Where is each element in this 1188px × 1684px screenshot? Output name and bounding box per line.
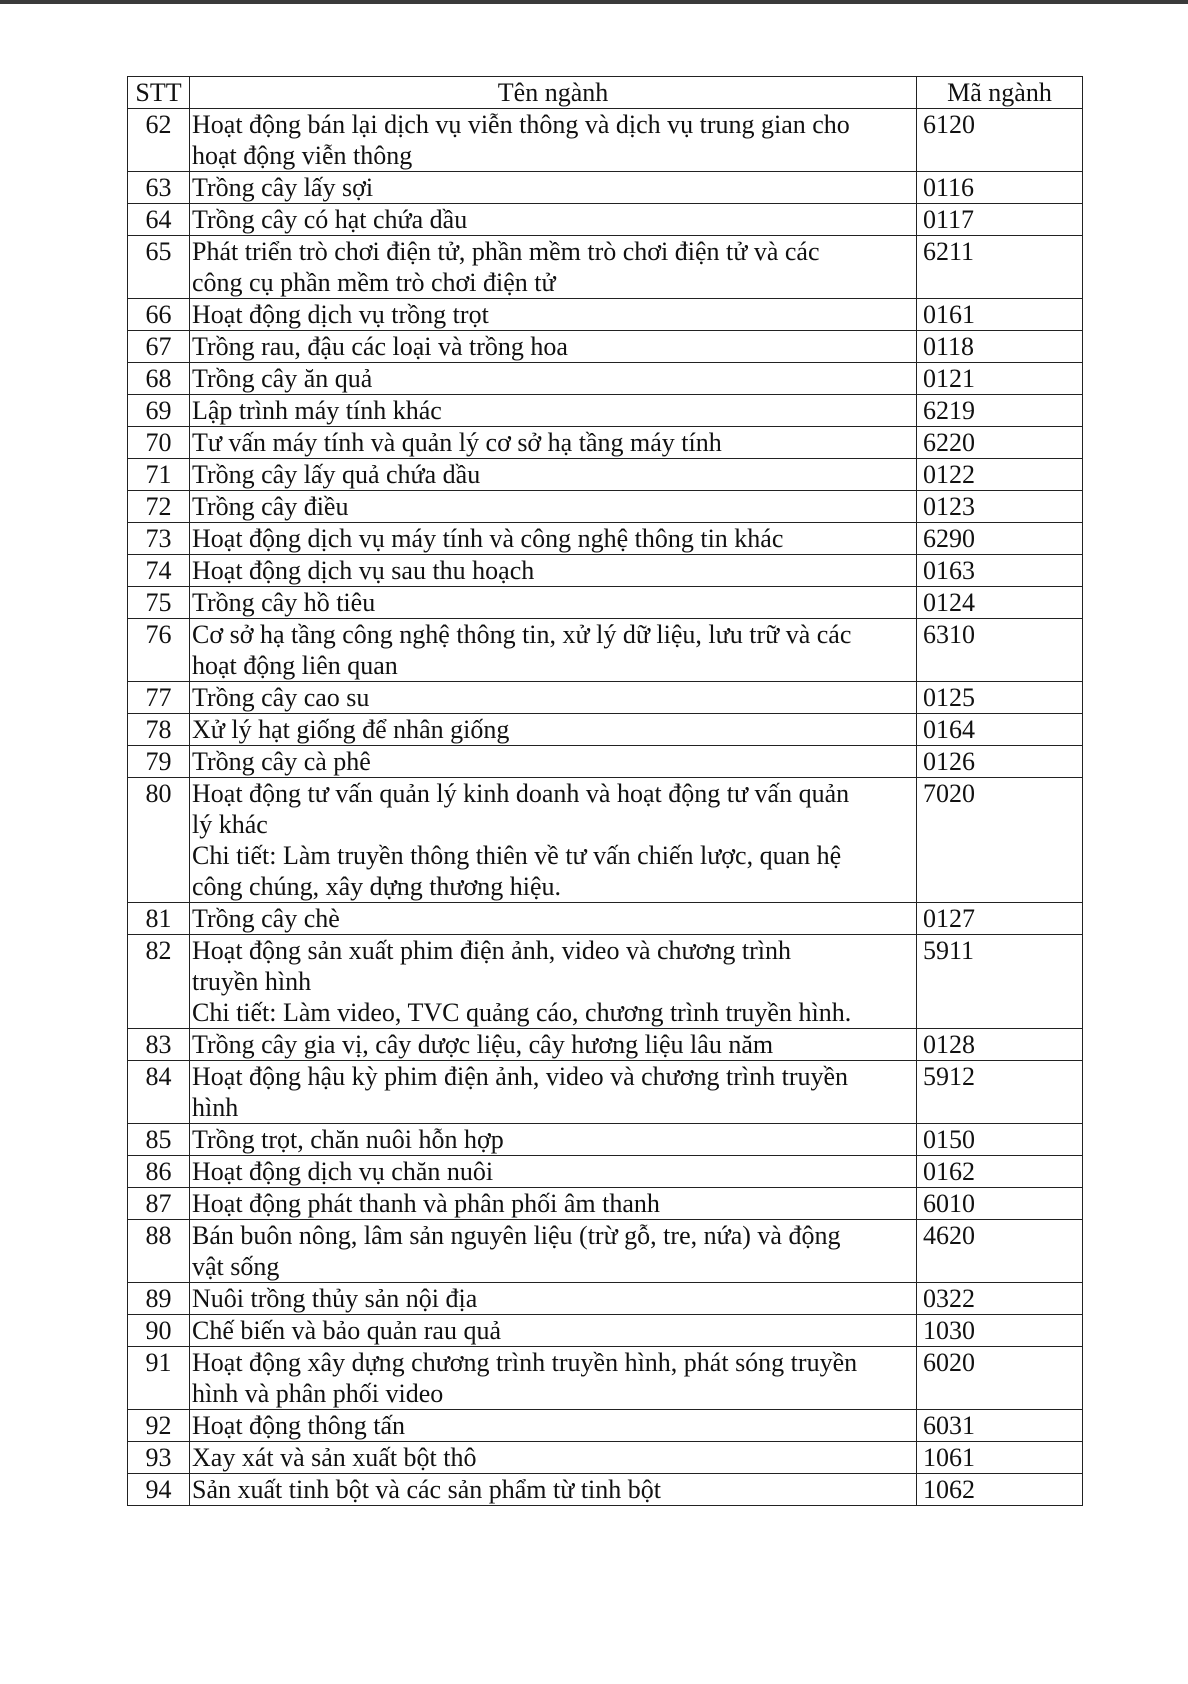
industry-name-line: hoạt động liên quan: [192, 651, 398, 680]
industry-name-line: hình và phân phối video: [192, 1379, 444, 1408]
row-stt: 76: [128, 619, 190, 682]
row-stt: 87: [128, 1188, 190, 1220]
row-stt: 73: [128, 523, 190, 555]
table-row: [128, 395, 1083, 427]
row-industry-name: [190, 1124, 917, 1156]
industry-name-line: Trồng cây điều: [192, 492, 349, 521]
table-row: [128, 427, 1083, 459]
industry-name-line: Trồng cây hồ tiêu: [192, 588, 376, 617]
industry-name-line: Bán buôn nông, lâm sản nguyên liệu (trừ gỗ, tre, nứa) và động: [192, 1221, 841, 1250]
row-industry-name: [190, 523, 917, 555]
industry-name-line: Hoạt động phát thanh và phân phối âm thanh: [192, 1189, 660, 1218]
industry-name-line: Phát triển trò chơi điện tử, phần mềm trò chơi điện tử và các: [192, 237, 820, 266]
industry-name-line: Hoạt động dịch vụ máy tính và công nghệ thông tin khác: [192, 524, 784, 553]
industry-name-line: Trồng cây cao su: [192, 683, 370, 712]
row-industry-name: [190, 935, 917, 1029]
table-row: [128, 299, 1083, 331]
row-stt: 78: [128, 714, 190, 746]
header-industry-code: Mã ngành: [917, 77, 1083, 109]
table-row: [128, 459, 1083, 491]
header-stt: STT: [128, 77, 190, 109]
row-industry-code: 6310: [917, 619, 1083, 682]
table-row: [128, 903, 1083, 935]
industry-name-line: Trồng cây lấy sợi: [192, 173, 374, 202]
industry-name-line: Lập trình máy tính khác: [192, 396, 442, 425]
row-industry-name: [190, 204, 917, 236]
row-industry-code: 0161: [917, 299, 1083, 331]
industry-name-line: Xay xát và sản xuất bột thô: [192, 1443, 477, 1472]
row-stt: 83: [128, 1029, 190, 1061]
industry-name-line: Hoạt động thông tấn: [192, 1411, 406, 1440]
row-industry-code: 5912: [917, 1061, 1083, 1124]
table-row: [128, 1410, 1083, 1442]
row-industry-name: [190, 1442, 917, 1474]
table-row: [128, 1474, 1083, 1506]
industry-name-line: Hoạt động xây dựng chương trình truyền hình, phát sóng truyền: [192, 1348, 858, 1377]
row-industry-name: [190, 331, 917, 363]
industry-name-line: Chi tiết: Làm truyền thông thiên về tư vấn chiến lược, quan hệ: [192, 841, 842, 870]
row-industry-name: [190, 555, 917, 587]
row-stt: 67: [128, 331, 190, 363]
row-industry-code: 0128: [917, 1029, 1083, 1061]
row-industry-code: 5911: [917, 935, 1083, 1029]
row-industry-code: 0127: [917, 903, 1083, 935]
table-row: [128, 236, 1083, 299]
industry-name-line: Hoạt động dịch vụ trồng trọt: [192, 300, 489, 329]
industry-name-line: Hoạt động hậu kỳ phim điện ảnh, video và chương trình truyền: [192, 1062, 849, 1091]
row-industry-name: [190, 1315, 917, 1347]
table-row: [128, 935, 1083, 1029]
row-industry-name: [190, 1347, 917, 1410]
row-stt: 64: [128, 204, 190, 236]
industry-name-line: Trồng cây ăn quả: [192, 364, 373, 393]
row-industry-name: [190, 236, 917, 299]
row-industry-code: 6010: [917, 1188, 1083, 1220]
row-industry-name: [190, 491, 917, 523]
industry-name-line: Trồng rau, đậu các loại và trồng hoa: [192, 332, 568, 361]
row-industry-code: 7020: [917, 778, 1083, 903]
row-industry-code: 6220: [917, 427, 1083, 459]
row-industry-name: [190, 1061, 917, 1124]
row-industry-name: [190, 172, 917, 204]
industry-name-line: Hoạt động sản xuất phim điện ảnh, video và chương trình: [192, 936, 792, 965]
row-industry-code: 6031: [917, 1410, 1083, 1442]
table-row: [128, 1347, 1083, 1410]
row-industry-name: [190, 1474, 917, 1506]
header-industry-name: Tên ngành: [190, 77, 917, 109]
table-row: [128, 682, 1083, 714]
row-industry-code: 6120: [917, 109, 1083, 172]
industry-name-line: Trồng cây có hạt chứa dầu: [192, 205, 468, 234]
row-stt: 77: [128, 682, 190, 714]
table-row: [128, 204, 1083, 236]
row-stt: 86: [128, 1156, 190, 1188]
row-industry-code: 6290: [917, 523, 1083, 555]
row-industry-code: 1062: [917, 1474, 1083, 1506]
industry-name-line: Sản xuất tinh bột và các sản phẩm từ tinh bột: [192, 1475, 662, 1504]
row-industry-code: 0162: [917, 1156, 1083, 1188]
row-industry-code: 6211: [917, 236, 1083, 299]
row-industry-name: [190, 1410, 917, 1442]
industry-name-line: lý khác: [192, 810, 268, 839]
industry-name-line: Hoạt động bán lại dịch vụ viễn thông và dịch vụ trung gian cho: [192, 110, 850, 139]
table-row: [128, 1315, 1083, 1347]
table-row: [128, 1124, 1083, 1156]
row-industry-name: [190, 746, 917, 778]
row-stt: 63: [128, 172, 190, 204]
industry-name-line: hoạt động viễn thông: [192, 141, 413, 170]
industry-name-line: Tư vấn máy tính và quản lý cơ sở hạ tầng máy tính: [192, 428, 722, 457]
table-row: [128, 1442, 1083, 1474]
row-industry-name: [190, 363, 917, 395]
table-row: [128, 523, 1083, 555]
row-stt: 91: [128, 1347, 190, 1410]
top-edge-bar: [0, 0, 1188, 4]
row-industry-code: 0126: [917, 746, 1083, 778]
row-industry-name: [190, 395, 917, 427]
industry-name-line: Trồng trọt, chăn nuôi hỗn hợp: [192, 1125, 504, 1154]
row-industry-name: [190, 427, 917, 459]
row-stt: 68: [128, 363, 190, 395]
row-industry-code: 0164: [917, 714, 1083, 746]
row-industry-name: [190, 714, 917, 746]
row-stt: 74: [128, 555, 190, 587]
industry-name-line: hình: [192, 1093, 239, 1122]
row-stt: 88: [128, 1220, 190, 1283]
table-row: [128, 491, 1083, 523]
row-stt: 82: [128, 935, 190, 1029]
table-row: [128, 331, 1083, 363]
table-row: [128, 172, 1083, 204]
row-industry-name: [190, 903, 917, 935]
row-stt: 65: [128, 236, 190, 299]
row-industry-code: 0116: [917, 172, 1083, 204]
row-stt: 69: [128, 395, 190, 427]
industry-name-line: Chi tiết: Làm video, TVC quảng cáo, chương trình truyền hình.: [192, 998, 852, 1027]
table-row: [128, 109, 1083, 172]
table-row: [128, 1061, 1083, 1124]
row-industry-code: 1061: [917, 1442, 1083, 1474]
table-row: [128, 1188, 1083, 1220]
row-industry-code: 0118: [917, 331, 1083, 363]
industry-name-line: công chúng, xây dựng thương hiệu.: [192, 872, 562, 901]
row-industry-code: 0124: [917, 587, 1083, 619]
table-row: [128, 1029, 1083, 1061]
row-stt: 84: [128, 1061, 190, 1124]
row-stt: 71: [128, 459, 190, 491]
row-stt: 70: [128, 427, 190, 459]
row-industry-name: [190, 778, 917, 903]
industry-name-line: Xử lý hạt giống để nhân giống: [192, 715, 510, 744]
industry-name-line: Hoạt động dịch vụ chăn nuôi: [192, 1157, 494, 1186]
row-stt: 85: [128, 1124, 190, 1156]
industry-name-line: Trồng cây cà phê: [192, 747, 371, 776]
industry-name-line: vật sống: [192, 1252, 280, 1281]
industry-table: [127, 76, 1083, 1506]
table-row: [128, 1156, 1083, 1188]
row-stt: 75: [128, 587, 190, 619]
table-row: [128, 619, 1083, 682]
row-industry-name: [190, 1220, 917, 1283]
table-row: [128, 746, 1083, 778]
row-industry-code: 0322: [917, 1283, 1083, 1315]
industry-name-line: Nuôi trồng thủy sản nội địa: [192, 1284, 478, 1313]
row-industry-name: [190, 459, 917, 491]
row-stt: 94: [128, 1474, 190, 1506]
row-stt: 66: [128, 299, 190, 331]
row-industry-name: [190, 109, 917, 172]
table-row: [128, 363, 1083, 395]
row-industry-code: 0117: [917, 204, 1083, 236]
row-industry-name: [190, 587, 917, 619]
table-header-row: [128, 77, 1083, 109]
table-row: [128, 555, 1083, 587]
industry-name-line: Chế biến và bảo quản rau quả: [192, 1316, 502, 1345]
row-industry-code: 6219: [917, 395, 1083, 427]
table-row: [128, 714, 1083, 746]
row-industry-name: [190, 1283, 917, 1315]
row-industry-code: 0150: [917, 1124, 1083, 1156]
row-industry-code: 4620: [917, 1220, 1083, 1283]
row-stt: 79: [128, 746, 190, 778]
row-industry-name: [190, 619, 917, 682]
row-industry-code: 1030: [917, 1315, 1083, 1347]
row-industry-code: 0163: [917, 555, 1083, 587]
industry-name-line: truyền hình: [192, 967, 312, 996]
table-row: [128, 1220, 1083, 1283]
row-industry-code: 0121: [917, 363, 1083, 395]
row-industry-code: 6020: [917, 1347, 1083, 1410]
row-stt: 92: [128, 1410, 190, 1442]
row-stt: 81: [128, 903, 190, 935]
row-stt: 93: [128, 1442, 190, 1474]
industry-name-line: Hoạt động dịch vụ sau thu hoạch: [192, 556, 535, 585]
row-industry-code: 0123: [917, 491, 1083, 523]
industry-name-line: Trồng cây lấy quả chứa dầu: [192, 460, 481, 489]
row-stt: 72: [128, 491, 190, 523]
industry-name-line: Trồng cây chè: [192, 904, 340, 933]
industry-name-line: Trồng cây gia vị, cây dược liệu, cây hương liệu lâu năm: [192, 1030, 774, 1059]
row-stt: 90: [128, 1315, 190, 1347]
table-row: [128, 778, 1083, 903]
row-stt: 80: [128, 778, 190, 903]
row-industry-name: [190, 1029, 917, 1061]
row-stt: 62: [128, 109, 190, 172]
row-industry-name: [190, 682, 917, 714]
row-industry-code: 0122: [917, 459, 1083, 491]
row-industry-name: [190, 1188, 917, 1220]
industry-name-line: Cơ sở hạ tầng công nghệ thông tin, xử lý dữ liệu, lưu trữ và các: [192, 620, 852, 649]
row-industry-name: [190, 1156, 917, 1188]
row-industry-name: [190, 299, 917, 331]
industry-name-line: công cụ phần mềm trò chơi điện tử: [192, 268, 556, 297]
industry-name-line: Hoạt động tư vấn quản lý kinh doanh và hoạt động tư vấn quản: [192, 779, 850, 808]
table-row: [128, 587, 1083, 619]
row-stt: 89: [128, 1283, 190, 1315]
row-industry-code: 0125: [917, 682, 1083, 714]
table-row: [128, 1283, 1083, 1315]
